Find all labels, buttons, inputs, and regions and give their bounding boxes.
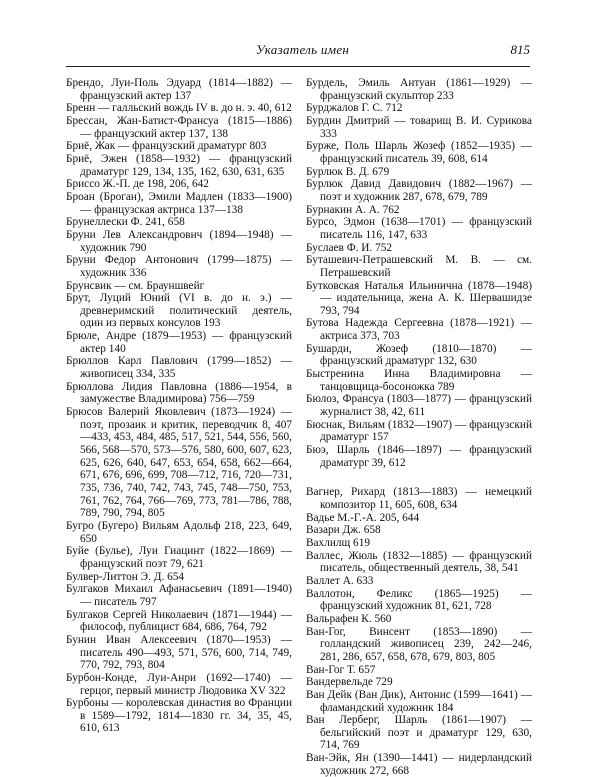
index-entry: Вахлилщ 619 xyxy=(306,536,370,549)
index-entry: Брюллов Карл Павлович (1799—1852) — живописец 334, 335 xyxy=(66,355,292,381)
index-entry: Брендо, Луи-Поль Эдуард (1814—1882) — французский актер 137 xyxy=(66,77,292,102)
index-entry: Брессан, Жан-Батист-Франсуа (1815—1886) — французский актер 137, 138 xyxy=(66,114,292,140)
index-entry: Валлес, Жюль (1832—1885) — французский писатель, общественный деятель, 38, 541 xyxy=(306,549,532,575)
index-entry: Бутковская Наталья Ильинична (1878—1948) — издательница, жена А. К. Шервашидзе 793, 794 xyxy=(306,279,532,317)
header-rule xyxy=(66,66,530,67)
index-entry: Бурбон-Конде, Луи-Анри (1692—1740) — герцог, первый министр Людовика XV 322 xyxy=(66,671,292,697)
index-entry: Брюле, Андре (1879—1953) — французский актер 140 xyxy=(66,330,292,355)
index-entry: Брюллова Лидия Павловна (1886—1954, в замужестве Владимирова) 756—759 xyxy=(66,380,292,406)
index-entry: Бушарди, Жозеф (1810—1870) — французский драматург 132, 630 xyxy=(306,342,532,368)
index-entry: Булгаков Сергей Николаевич (1871—1944) — философ, публицист 684, 686, 764, 792 xyxy=(66,608,292,634)
index-entry: Вагнер, Рихард (1813—1883) — немецкий композитор 11, 605, 608, 634 xyxy=(306,486,532,511)
index-entry: Броан (Броган), Эмили Мадлен (1833—1900) — французская актриса 137—138 xyxy=(66,190,292,216)
index-entry: Бунин Иван Алексеевич (1870—1953) — писатель 490—493, 571, 576, 600, 714, 749, 770, 792, 793, 804 xyxy=(66,633,292,672)
index-entry: Бутова Надежда Сергеевна (1878—1921) — актриса 373, 703 xyxy=(306,317,532,343)
index-entry: Булвер-Литтон Э. Д. 654 xyxy=(66,570,185,583)
index-entry: Ван-Гог Т. 657 xyxy=(306,663,376,676)
index-entry: Брунсвик — см. Брауншвейг xyxy=(66,279,205,292)
index-entry: Бренн — галльский вождь IV в. до н. э. 40, 612 xyxy=(66,102,292,115)
index-entry: Ван-Эйк, Ян (1390—1441) — нидерландский художник 272, 668 xyxy=(306,752,532,777)
index-entry: Ван Лерберг, Шарль (1861—1907) — бельгийский поэт и драматург 129, 630, 714, 769 xyxy=(306,714,532,752)
index-entry: Вазари Дж. 658 xyxy=(306,524,381,537)
index-entry: Бюэ, Шарль (1846—1897) — французский драматург 39, 612 xyxy=(306,444,532,469)
index-entry: Бурлюк Давид Давидович (1882—1967) — поэт и художник 287, 678, 679, 789 xyxy=(306,178,532,203)
index-entry: Бруни Федор Антонович (1799—1875) — художник 336 xyxy=(66,254,292,279)
index-column-right xyxy=(306,77,532,777)
index-entry: Бурсо, Эдмон (1638—1701) — французский писатель 116, 147, 633 xyxy=(306,216,532,241)
index-column-left xyxy=(66,77,292,735)
index-entry: Бурдин Дмитрий — товарищ В. И. Сурикова 333 xyxy=(306,114,532,140)
index-entry: Булгаков Михаил Афанасьевич (1891—1940) — писатель 797 xyxy=(66,583,292,608)
index-entry: Буйе (Булье), Луи Гиацинт (1822—1869) — французский поэт 79, 621 xyxy=(66,545,292,570)
index-entry: Бурлюк В. Д. 679 xyxy=(306,165,390,178)
index-entry: Бюлоз, Франсуа (1803—1877) — французский журналист 38, 42, 611 xyxy=(306,393,532,419)
index-entry: Ван-Гог, Винсент (1853—1890) — голландский живописец 239, 242—246, 281, 286, 657, 658, 678, 679, 803, 805 xyxy=(306,625,532,663)
index-entry: Бугро (Бугеро) Вильям Адольф 218, 223, 649, 650 xyxy=(66,519,292,545)
index-entry: Бурнакин А. А. 762 xyxy=(306,203,400,216)
index-entry: Бурджалов Г. С. 712 xyxy=(306,102,403,115)
index-entry: Бюснак, Вильям (1832—1907) — французский драматург 157 xyxy=(306,418,532,444)
index-entry: Бриё, Жак — французский драматург 803 xyxy=(66,140,267,153)
index-entry: Брунеллески Ф. 241, 658 xyxy=(66,216,185,229)
index-entry: Бруни Лев Александрович (1894—1948) — художник 790 xyxy=(66,228,292,254)
index-entry: Бриё, Эжен (1858—1932) — французский драматург 129, 134, 135, 162, 630, 631, 635 xyxy=(66,152,292,178)
index-entry: Вадье М.-Г.-А. 205, 644 xyxy=(306,511,420,524)
index-entry: Ван Дейк (Ван Дик), Антонис (1599—1641) — фламандский художник 184 xyxy=(306,688,532,714)
index-columns xyxy=(66,77,532,777)
page-number: 815 xyxy=(510,42,530,57)
index-entry: Бриссо Ж.-П. де 198, 206, 642 xyxy=(66,178,209,191)
index-entry: Буташевич-Петрашевский М. В. — см. Петрашевский xyxy=(306,254,532,279)
index-entry: Валлотон, Феликс (1865—1925) — французский художник 81, 621, 728 xyxy=(306,587,532,613)
index-entry: Бурбоны — королевская династия во Франции в 1589—1792, 1814—1830 гг. 34, 35, 45, 610, 613 xyxy=(66,697,292,735)
index-entry: Брюсов Валерий Яковлевич (1873—1924) — поэт, прозаик и критик, переводчик 8, 407—433, 453, 484, 485, 517, 521, 544, 556, 560, 566, 568—570, 573—576, 580, 600, 607, 623, 625, 626, 640, 647, 653, 654, 658, 662—664, 671, 676, 696, 699, 708—712, 716, 720—731, 735, 736, 740, 742, 743, 745, 748—750, 753, 761, 762, 764, 766—769, 773, 781—786, 788, 789, 790, 794, 805 xyxy=(66,406,292,520)
index-entry: Бурже, Поль Шарль Жозеф (1852—1935) — французский писатель 39, 608, 614 xyxy=(306,140,532,165)
index-entry: Буслаев Ф. И. 752 xyxy=(306,241,393,254)
index-entry: Быстренина Инна Владимировна — танцовщица-босоножка 789 xyxy=(306,368,532,393)
index-entry: Валлет А. 633 xyxy=(306,574,374,587)
index-entry: Брут, Луций Юний (VI в. до н. э.) — древнеримский политический деятель, один из первых консулов 193 xyxy=(66,292,292,330)
index-entry: Вандервельде 729 xyxy=(306,676,393,689)
index-entry: Вальрафен К. 560 xyxy=(306,612,392,625)
running-title: Указатель имен xyxy=(256,42,350,57)
index-entry: Бурдель, Эмиль Антуан (1861—1929) — французский скульптор 233 xyxy=(306,77,532,102)
page-header xyxy=(66,42,530,66)
